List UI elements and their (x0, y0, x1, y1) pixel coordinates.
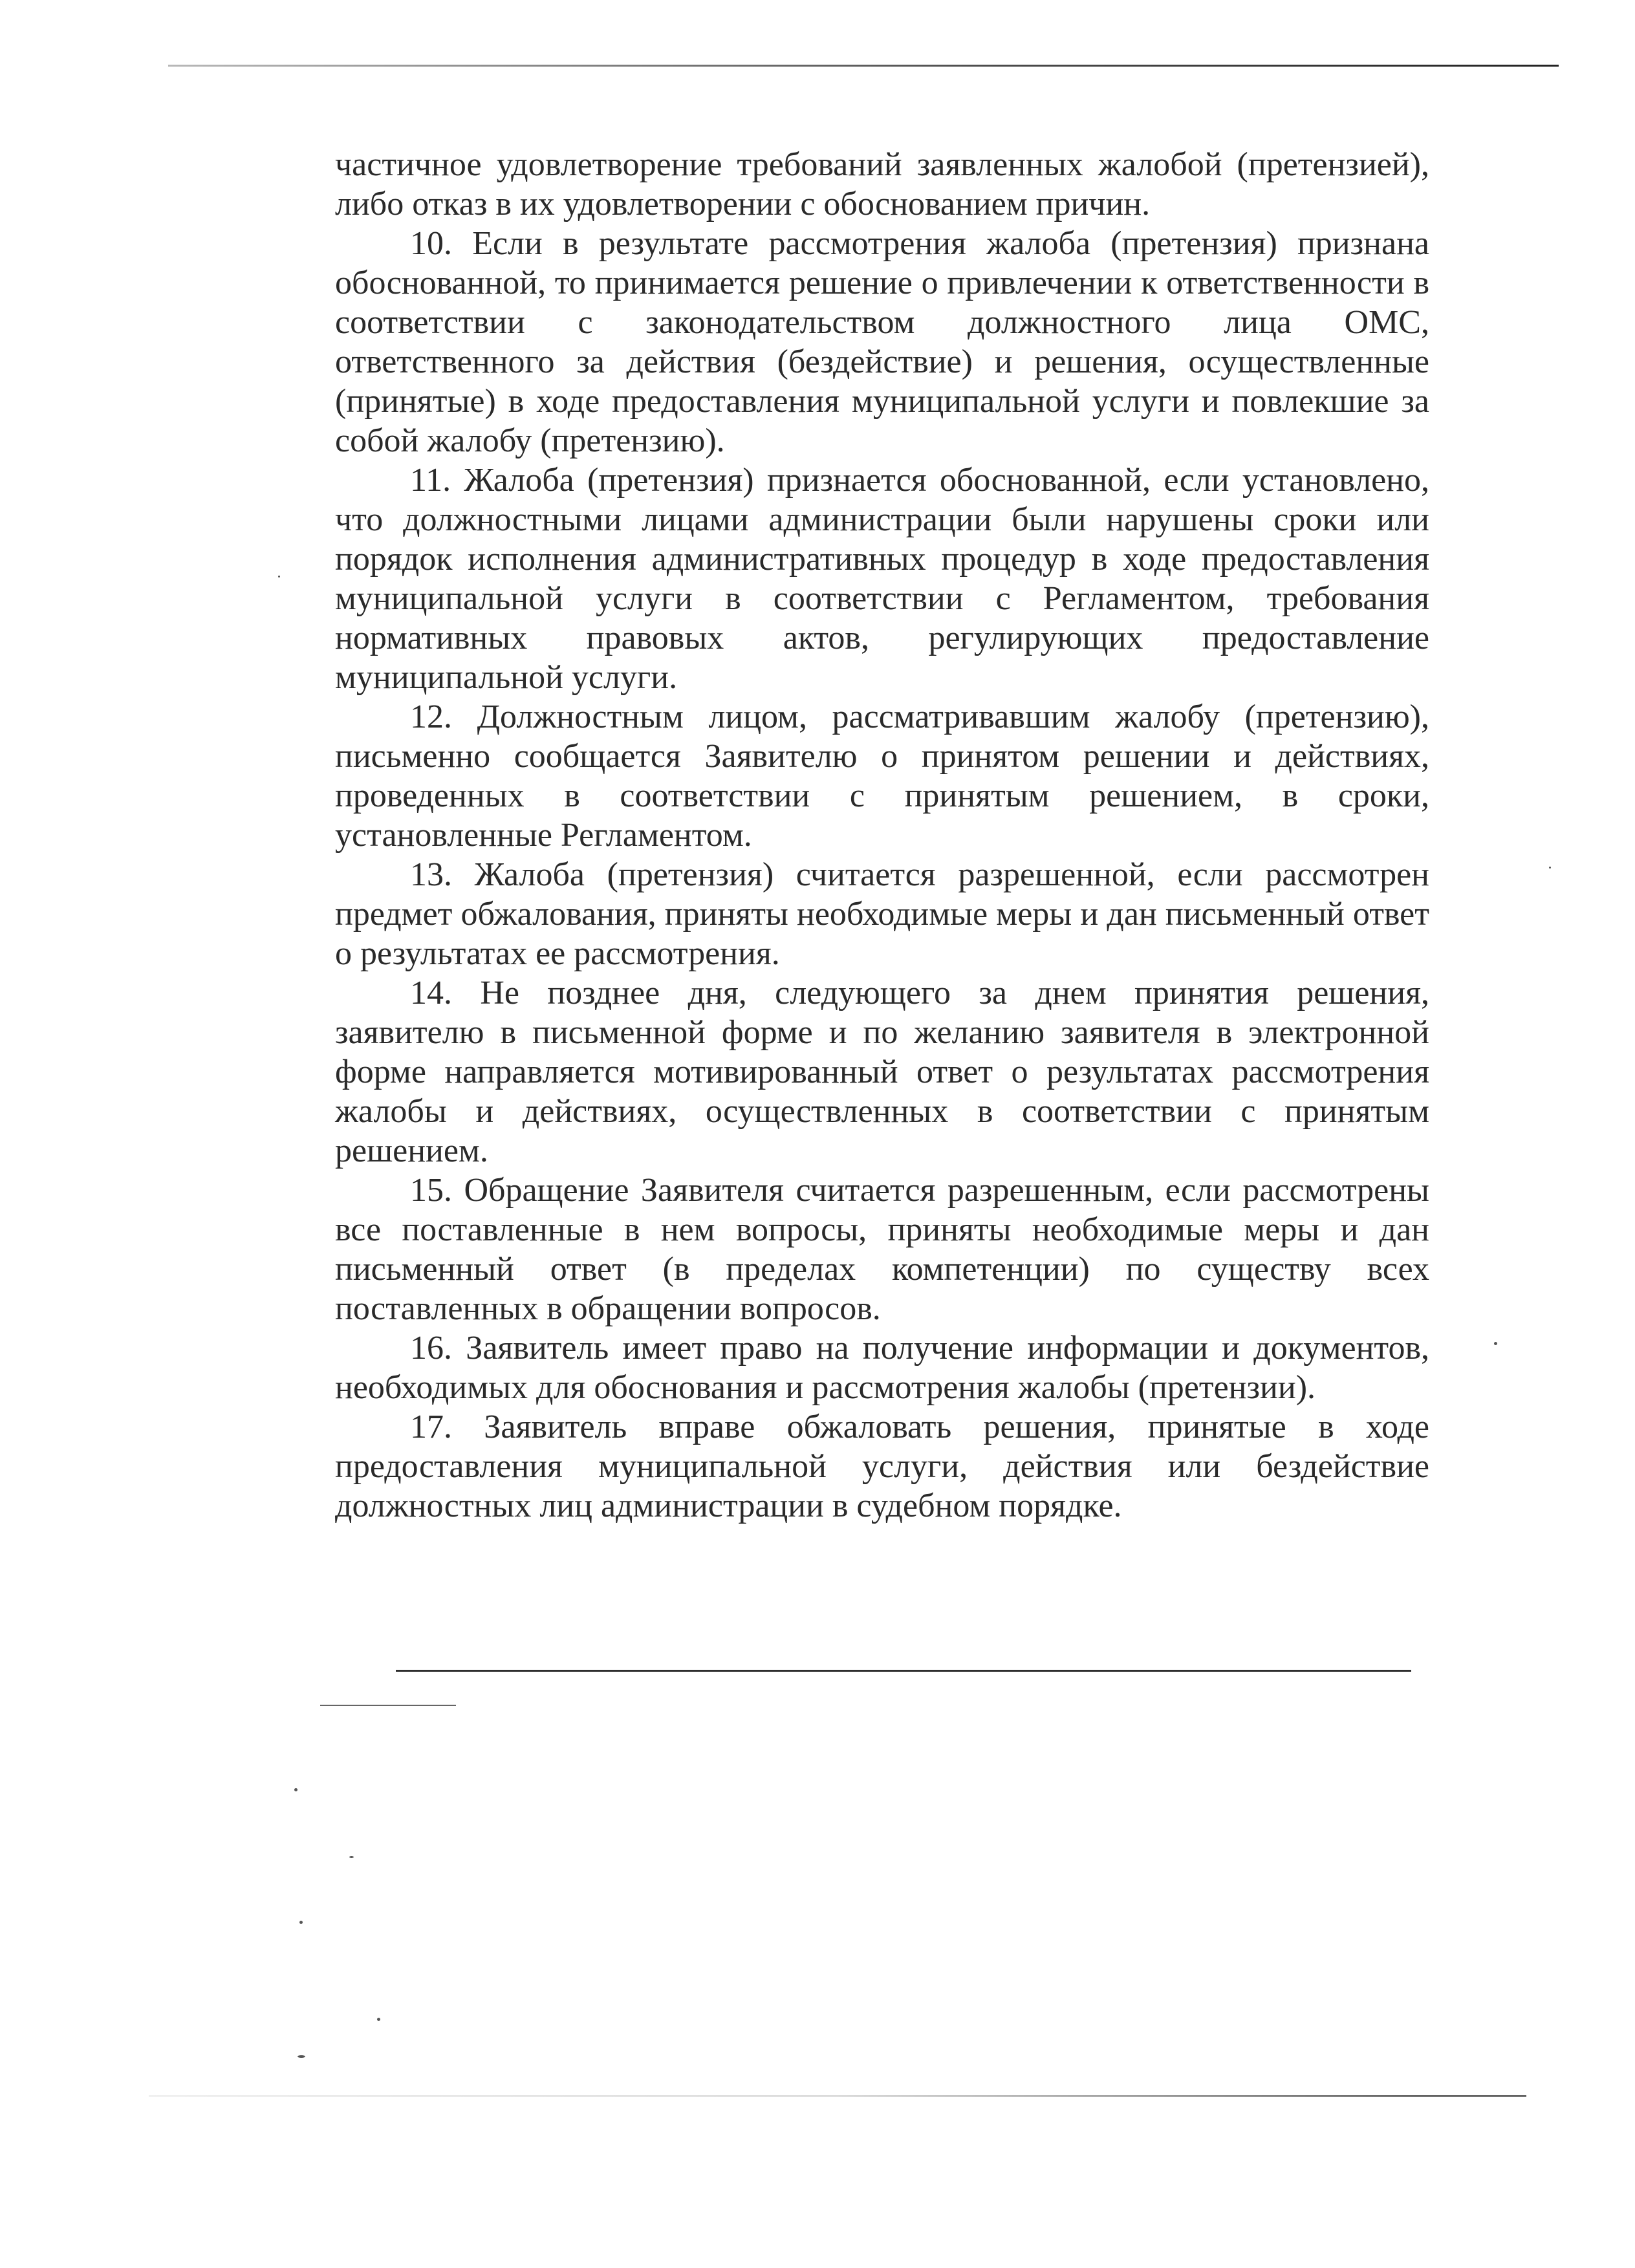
short-mark-line (320, 1705, 456, 1706)
scan-bottom-edge-line (149, 2095, 1526, 2097)
closing-rule-line (396, 1670, 1411, 1672)
scan-speck (1494, 1342, 1497, 1345)
paragraph-item-17: 17. Заявитель вправе обжаловать решения, принятые в ходе предоставления муниципальной услуги, действия или бездействие должностных лиц администрации в судебном порядке. (335, 1409, 1429, 1524)
scan-speck (1549, 867, 1551, 869)
document-body (335, 145, 1429, 1526)
paragraph-item-15: 15. Обращение Заявителя считается разрешенным, если рассмотрены все поставленные в нем вопросы, приняты необходимые меры и дан письменный ответ (в пределах компетенции) по существу всех поставленных в обращении вопросов. (335, 1172, 1429, 1327)
scan-speck (294, 1788, 298, 1791)
scan-speck (299, 1921, 303, 1924)
scan-top-edge-line (168, 65, 1559, 67)
scan-speck (349, 1856, 354, 1858)
scan-speck (298, 2055, 305, 2058)
paragraph-continuation: частичное удовлетворение требований заявленных жалобой (претензией), либо отказ в их удовлетворении с обоснованием причин. (335, 146, 1429, 222)
paragraph-item-13: 13. Жалоба (претензия) считается разрешенной, если рассмотрен предмет обжалования, приняты необходимые меры и дан письменный ответ о результатах ее рассмотрения. (335, 856, 1429, 972)
scan-speck (377, 2018, 380, 2021)
scan-speck (278, 576, 280, 578)
paragraph-item-12: 12. Должностным лицом, рассматривавшим жалобу (претензию), письменно сообщается Заявителю о принятом решении и действиях, проведенных в соответствии с принятым решением, в сроки, установленные Регламентом. (335, 698, 1429, 854)
paragraph-item-14: 14. Не позднее дня, следующего за днем принятия решения, заявителю в письменной форме и по желанию заявителя в электронной форме направляется мотивированный ответ о результатах рассмотрения жалобы и действиях, осуществленных в соответствии с принятым решением. (335, 975, 1429, 1169)
paragraph-item-16: 16. Заявитель имеет право на получение информации и документов, необходимых для обоснования и рассмотрения жалобы (претензии). (335, 1330, 1429, 1406)
paragraph-item-10: 10. Если в результате рассмотрения жалоба (претензия) признана обоснованной, то принимается решение о привлечении к ответственности в соответствии с законодательством должностного лица ОМС, ответственного за действия (бездействие) и решения, осуществленные (принятые) в ходе предоставления муниципальной услуги и повлекшие за собой жалобу (претензию). (335, 225, 1429, 459)
paragraph-item-11: 11. Жалоба (претензия) признается обоснованной, если установлено, что должностными лицами администрации были нарушены сроки или порядок исполнения административных процедур в ходе предоставления муниципальной услуги в соответствии с Регламентом, требования нормативных правовых актов, регулирующих предоставление муниципальной услуги. (335, 462, 1429, 696)
